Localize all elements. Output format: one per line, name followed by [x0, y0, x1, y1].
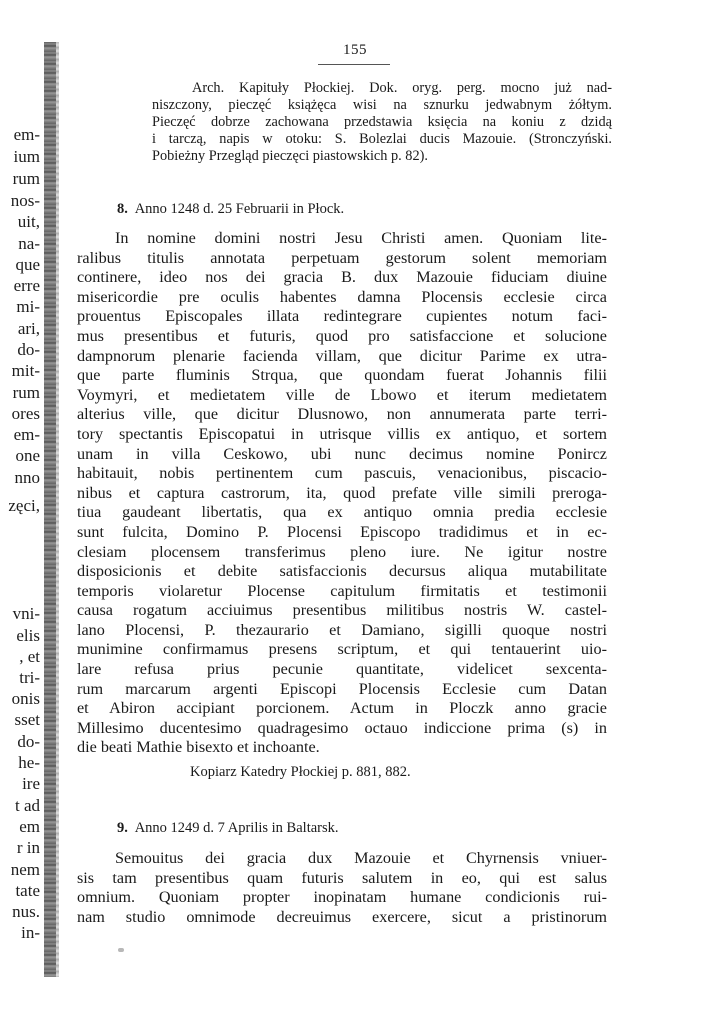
- text-line: causa rogatum acciuimus presentibus militibus nostris W. castel-: [77, 601, 607, 620]
- archival-note: [152, 80, 612, 165]
- text-line: nibus et captura castrorum, ita, quod prefate ville simili preroga-: [77, 483, 607, 502]
- text-line: sunt fulcita, Domino P. Plocensi Episcopo tradidimus et in ec-: [77, 522, 607, 541]
- left-margin-fragments: [0, 0, 40, 1019]
- text-line: unam in villa Ceskowo, ubi nunc decimus nomine Ponircz: [77, 444, 607, 463]
- document-9-text: [77, 849, 607, 927]
- text-line: munimine confirmamus presens scriptum, et qui tentauerint uio-: [77, 640, 607, 659]
- text-line: continere, ideo nos dei gracia B. dux Mazouie fiduciam diuine: [77, 268, 607, 287]
- margin-fragment: one: [15, 446, 40, 465]
- margin-fragment: que: [15, 255, 40, 274]
- text-line: tiua gaudeant libertatis, qua ex antiquo omnia predia ecclesie: [77, 503, 607, 522]
- ink-smudge: [118, 948, 124, 952]
- text-line: clesiam plocensem transferimus pleno iure. Ne igitur nostre: [77, 542, 607, 561]
- text-line: alterius ville, que dicitur Dlusnowo, non annumerata parte terri-: [77, 405, 607, 424]
- margin-fragment: ium: [13, 147, 40, 166]
- text-line: dampnorum plenarie facienda villam, que dicitur Parime ex utra-: [77, 346, 607, 365]
- margin-fragment: na-: [18, 234, 40, 253]
- note-line: i tarczą, napis w otoku: S. Bolezlai ducis Mazouie. (Stronczyński.: [152, 131, 612, 147]
- margin-fragment: em-: [13, 425, 40, 444]
- text-line: misericordie pre oculis habentes damna Plocensis ecclesie circa: [77, 287, 607, 306]
- text-line: disposicionis et debite satisfaccionis decursus aliqua mutabilitate: [77, 562, 607, 581]
- text-line: Voymyri, et medietatem ville de Lbowo et iterum medietatem: [77, 385, 607, 404]
- margin-fragment: em: [19, 817, 40, 836]
- margin-fragment: tate: [15, 881, 40, 900]
- text-line: lare refusa prius pecunie quantitate, videlicet sexcenta-: [77, 660, 607, 679]
- document-8-heading: [117, 201, 344, 218]
- margin-fragment: nno: [14, 468, 40, 487]
- note-line: Pobieżny Przegląd pieczęci piastowskich p. 82).: [152, 148, 428, 164]
- margin-fragment: nus.: [12, 902, 40, 921]
- margin-fragment: do-: [17, 732, 40, 751]
- margin-fragment: he-: [18, 753, 40, 772]
- margin-fragment: r in: [16, 838, 40, 857]
- text-line: mus presentibus et futuris, quod pro satisfaccione et solucione: [77, 326, 607, 345]
- margin-fragment: sset: [14, 710, 40, 729]
- document-9-heading: [117, 820, 339, 837]
- document-number: 8.: [117, 201, 128, 217]
- margin-fragment: ire: [22, 774, 40, 793]
- text-line: et Abiron accipiant porcionem. Actum in Ploczk anno gracie: [77, 699, 607, 718]
- text-line: ralibus titulis annotata perpetuam gestorum solent memoriam: [77, 248, 607, 267]
- margin-fragment: uit,: [17, 212, 40, 231]
- text-line: lano Plocensi, P. thezaurario et Damiano, sigilli quoque nostri: [77, 620, 607, 639]
- page-number: 155: [343, 42, 367, 58]
- text-line: temporis violaretur Plocense capitulum firmitatis et testimonii: [77, 581, 607, 600]
- margin-fragment: in-: [21, 923, 40, 942]
- margin-fragment: nem: [10, 860, 40, 879]
- margin-fragment: rum: [12, 383, 40, 402]
- margin-fragment: nos-: [10, 191, 40, 210]
- text-line: In nomine domini nostri Jesu Christi amen. Quoniam lite-: [115, 229, 607, 247]
- margin-fragment: ores: [11, 404, 40, 423]
- margin-fragment: onis: [11, 689, 40, 708]
- text-line: tory spectantis Episcopatui in utrisque villis ex antiquo, et sortem: [77, 424, 607, 443]
- margin-fragment: elis: [16, 626, 40, 645]
- text-line: omnium. Quoniam propter inopinatam humane condicionis rui-: [77, 888, 607, 907]
- document-date-place: Anno 1249 d. 7 Aprilis in Baltarsk.: [134, 820, 339, 836]
- text-line: Semouitus dei gracia dux Mazouie et Chyrnensis vniuer-: [115, 849, 607, 867]
- margin-fragment: em-: [13, 125, 40, 144]
- text-line: que parte fluminis Strqua, que quondam fuerat Johannis filii: [77, 366, 607, 385]
- document-date-place: Anno 1248 d. 25 Februarii in Płock.: [134, 201, 345, 217]
- document-8-source: Kopiarz Katedry Płockiej p. 881, 882.: [190, 764, 411, 780]
- margin-fragment: tri-: [19, 668, 40, 687]
- document-number: 9.: [117, 820, 128, 836]
- text-line: habitauit, nobis pertinentem cum pascuis, venacionibus, piscacio-: [77, 464, 607, 483]
- note-line: Pieczęć dobrze zachowana przedstawia księcia na koniu z dzidą: [152, 114, 612, 130]
- margin-fragment: mit-: [11, 361, 40, 380]
- margin-fragment: ari,: [17, 319, 40, 338]
- margin-fragment: rum: [12, 169, 40, 188]
- text-line: rum marcarum argenti Episcopi Plocensis Ecclesie cum Datan: [77, 679, 607, 698]
- document-8-text: [77, 229, 607, 758]
- text-line: nam studio omnimode decreuimus exercere, sicut a pristinorum: [77, 907, 607, 926]
- margin-fragment: t ad: [14, 796, 40, 815]
- text-line: prouentus Episcopales illata redintegrare cupientes notum faci-: [77, 307, 607, 326]
- binding-edge: [44, 42, 56, 977]
- margin-fragment: zęci,: [8, 496, 40, 515]
- margin-fragment: erre: [13, 276, 40, 295]
- margin-fragment: vni-: [12, 604, 40, 623]
- header-rule: [318, 64, 390, 65]
- note-line: Arch. Kapituły Płockiej. Dok. oryg. perg. mocno już nad-: [192, 80, 612, 96]
- text-line: Millesimo ducentesimo quadragesimo octauo indiccione prima (s) in: [77, 718, 607, 737]
- margin-fragment: mi-: [16, 297, 40, 316]
- margin-fragment: do-: [17, 340, 40, 359]
- note-line: niszczony, pieczęć książęca wisi na sznurku jedwabnym żółtym.: [152, 97, 612, 113]
- margin-fragment: , et: [19, 647, 40, 666]
- text-line: sis tam presentibus quam futuris salutem in eo, qui est salus: [77, 868, 607, 887]
- text-line: die beati Mathie bisexto et inchoante.: [77, 738, 320, 757]
